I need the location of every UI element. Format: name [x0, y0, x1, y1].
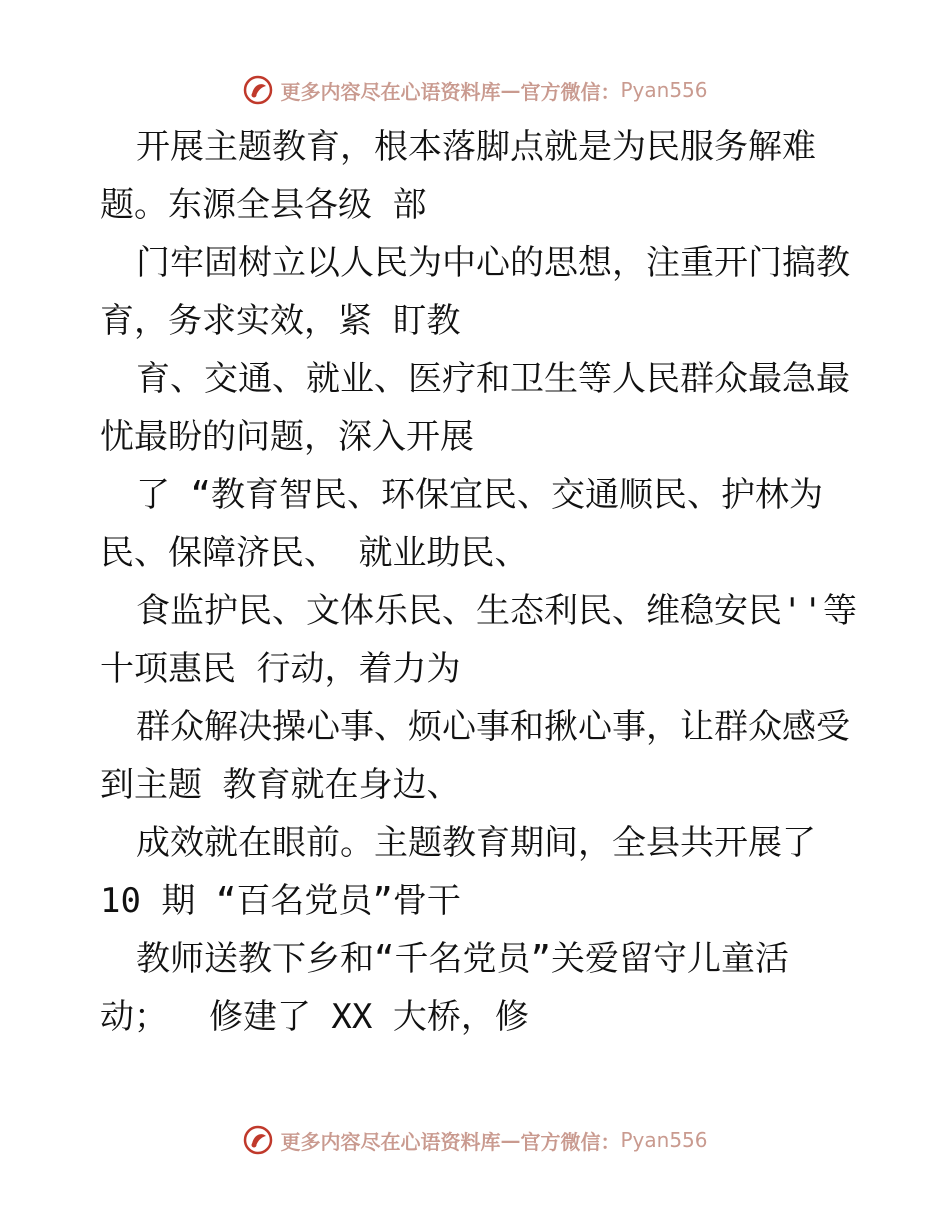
text-line: 育、交通、就业、医疗和卫生等人民群众最急最	[136, 359, 850, 399]
text-line: 教师送教下乡和“千名党员”关爱留守儿童活	[136, 939, 789, 979]
watermark-wechat-label: 官方微信：	[520, 1129, 621, 1154]
text-line: 动； 修建了 XX 大桥，修	[100, 997, 529, 1037]
watermark-dash: —	[500, 78, 521, 102]
text-line: 成效就在眼前。主题教育期间，全县共开展了	[136, 823, 816, 863]
text-line: 门牢固树立以人民为中心的思想，注重开门搞教	[136, 243, 850, 283]
footer-watermark	[0, 1120, 950, 1160]
watermark-brand-text: 更多内容尽在心语资料库	[280, 79, 501, 104]
header-watermark	[0, 70, 950, 110]
text-line: 民、保障济民、 就业助民、	[100, 533, 529, 573]
text-line: 到主题 教育就在身边、	[100, 765, 461, 805]
text-line: 忧最盼的问题，深入开展	[100, 417, 474, 457]
text-line: 题。东源全县各级 部	[100, 185, 427, 225]
text-line: 了 “教育智民、环保宜民、交通顺民、护林为	[136, 475, 823, 515]
watermark-wechat-id: Pyan556	[620, 1128, 708, 1152]
text-line: 食监护民、文体乐民、生态利民、维稳安民''等	[136, 591, 857, 631]
flower-seal-icon	[242, 1124, 274, 1156]
text-line: 开展主题教育，根本落脚点就是为民服务解难	[136, 127, 816, 167]
flower-seal-icon	[242, 74, 274, 106]
watermark-brand-text: 更多内容尽在心语资料库	[280, 1129, 501, 1154]
text-line: 十项惠民 行动，着力为	[100, 649, 461, 689]
document-body	[100, 118, 860, 1046]
text-line: 育，务求实效，紧 盯教	[100, 301, 461, 341]
watermark-wechat-label: 官方微信：	[520, 79, 621, 104]
text-line: 群众解决操心事、烦心事和揪心事，让群众感受	[136, 707, 850, 747]
text-line: 10 期 “百名党员”骨干	[100, 881, 461, 921]
watermark-wechat-id: Pyan556	[620, 78, 708, 102]
watermark-dash: —	[500, 1128, 521, 1152]
